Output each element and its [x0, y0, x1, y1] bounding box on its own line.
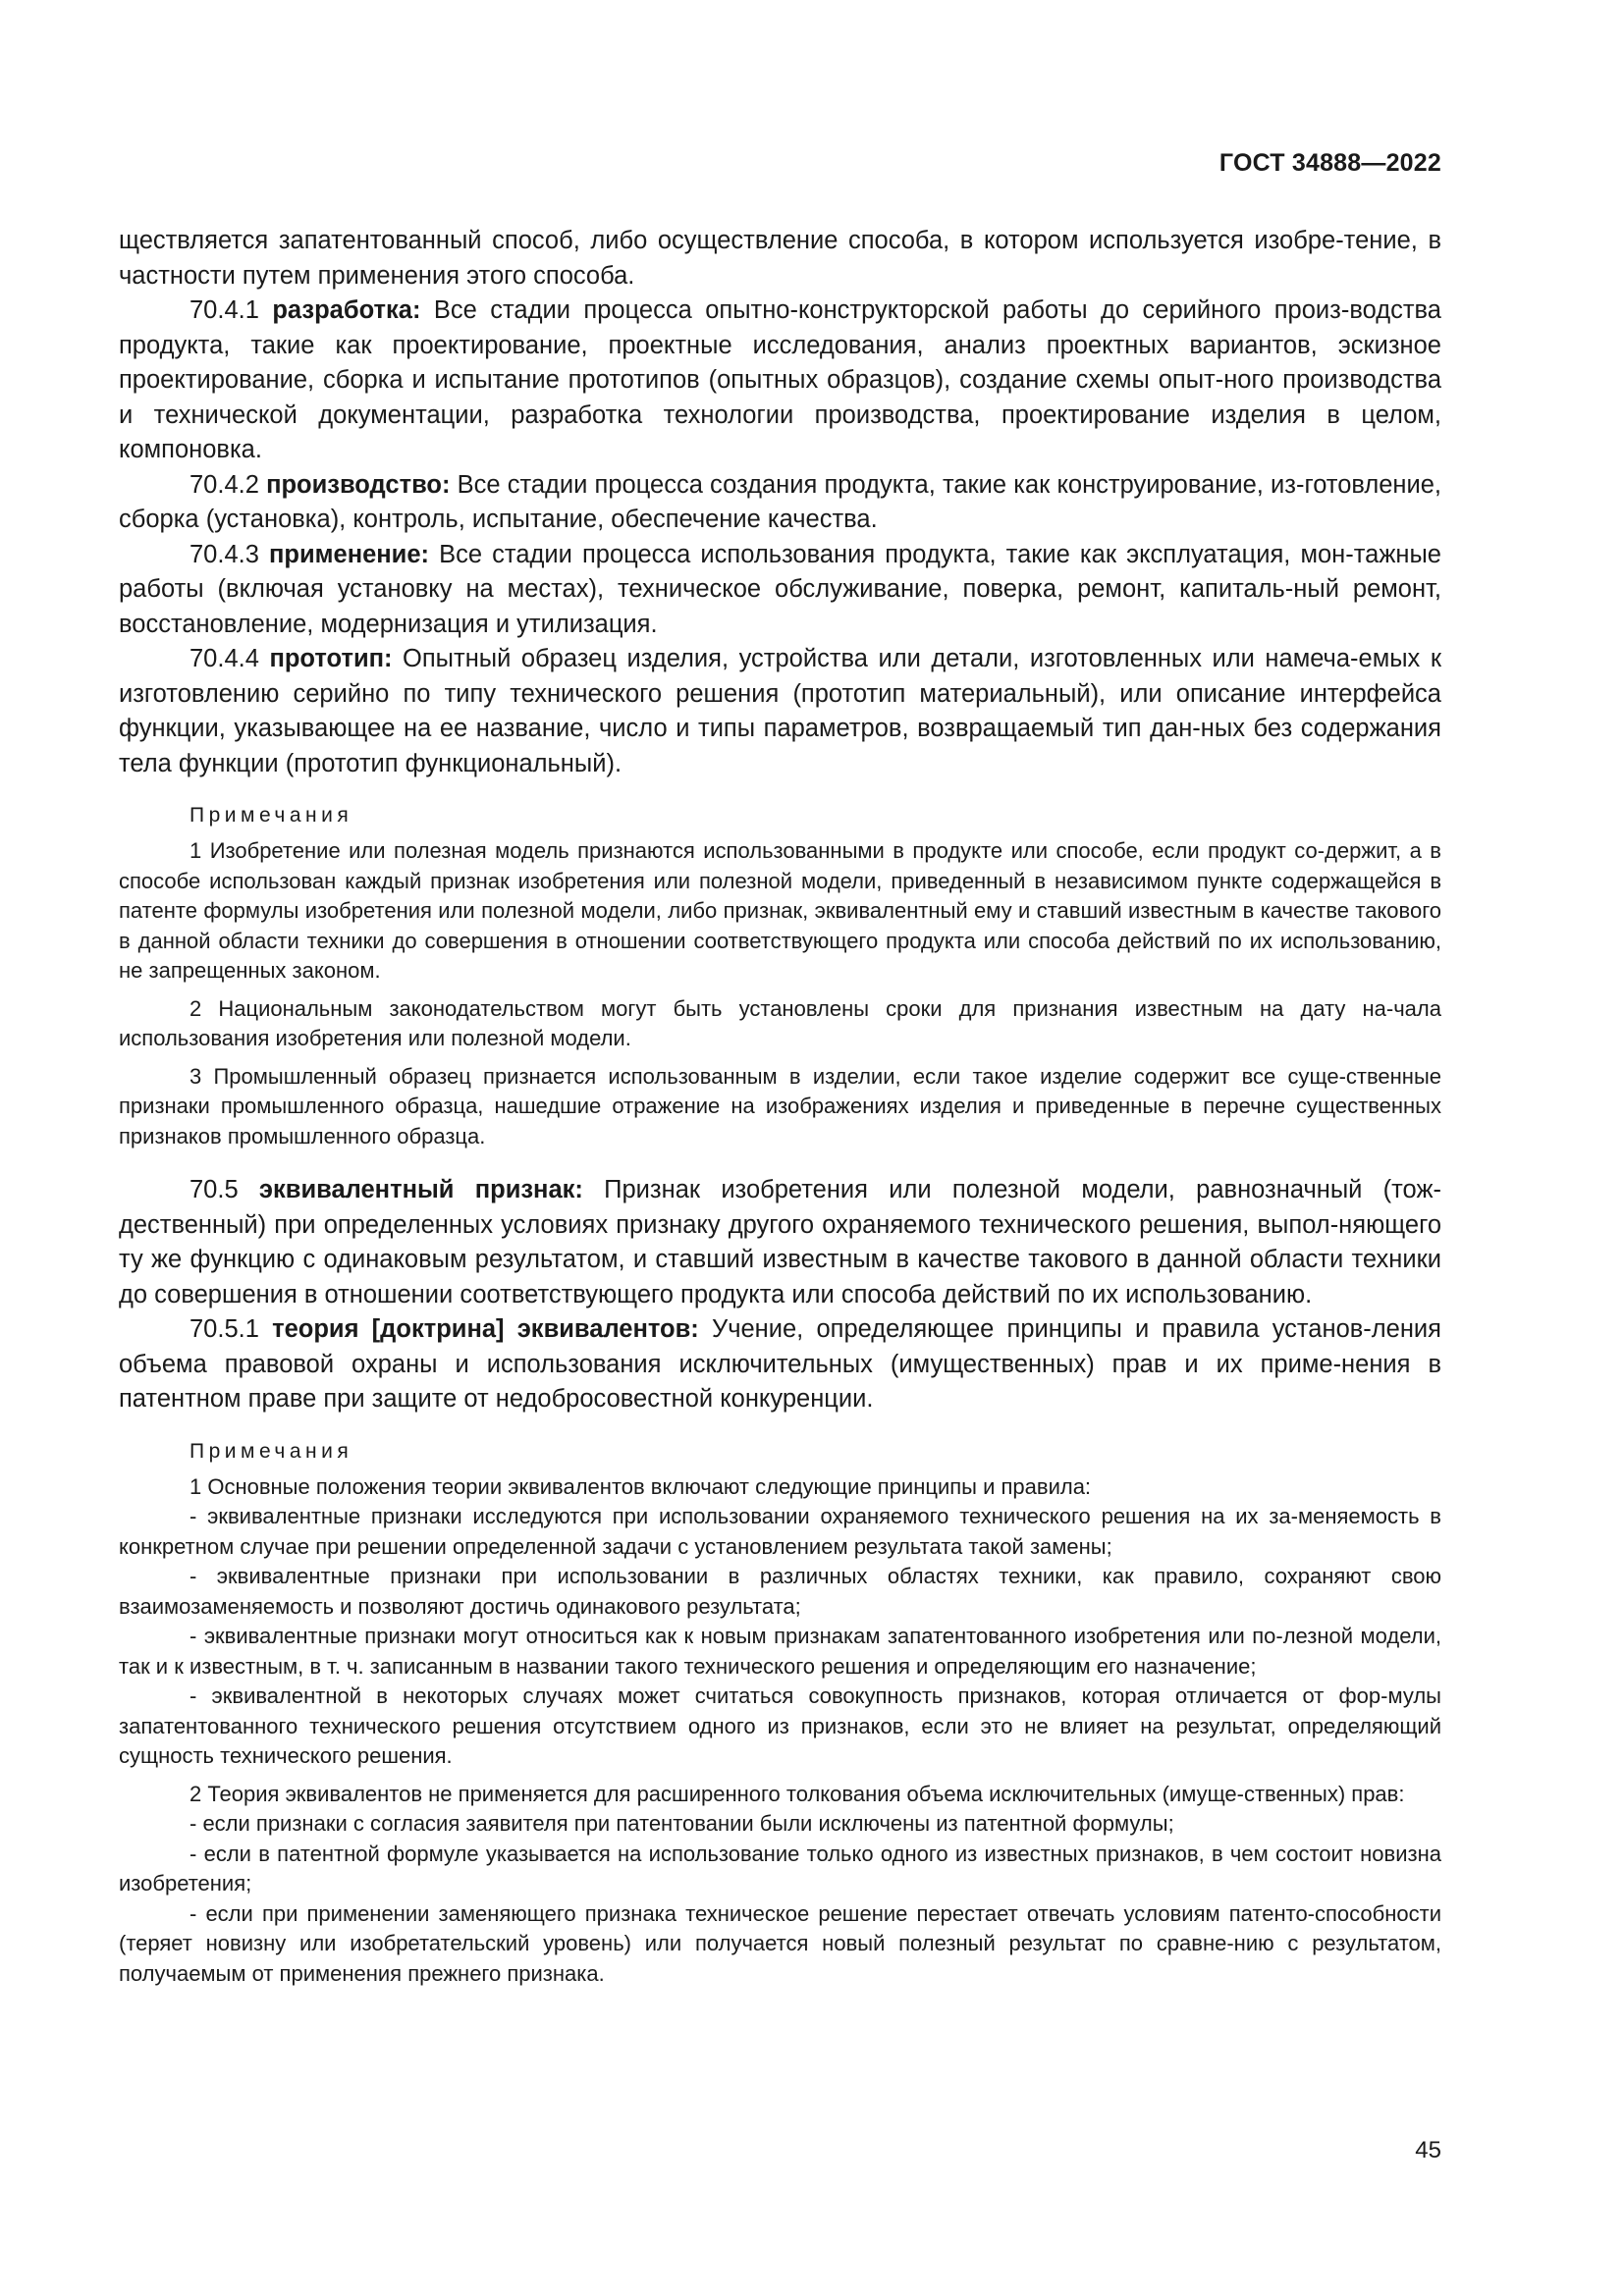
standard-number: ГОСТ 34888—2022: [1218, 149, 1441, 177]
note-item: 1 Изобретение или полезная модель признаются использованными в продукте или способе, если продукт со-держит, а в способе использован каждый признак изобретения или полезной модели, приведенный в независимом пункте содержащейся в патенте формулы изобретения или полезной модели, либо признак, эквивалентный ему и ставший известным в качестве такового в данной области техники до совершения в отношении соответствующего продукта или способа действий по их использованию, не запрещенных законом.: [119, 838, 1441, 983]
definition-70-4-3: [119, 538, 1441, 643]
note-list-item: - если в патентной формуле указывается на использование только одного из известных признаков, в чем состоит новизна изобретения;: [119, 1841, 1441, 1896]
definition-70-5-1: [119, 1312, 1441, 1417]
defined-term: применение:: [269, 540, 430, 568]
note-list-item: - если признаки с согласия заявителя при патентовании были исключены из патентной формулы;: [189, 1811, 1174, 1836]
defined-term: эквивалентный признак:: [258, 1176, 583, 1203]
note-list-item: - эквивалентные признаки исследуются при использовании охраняемого технического решения на их за-меняемость в конкретном случае при решении определенной задачи с установлением результата такой замены;: [119, 1504, 1441, 1559]
defined-term: теория [доктрина] эквивалентов:: [272, 1315, 699, 1343]
continued-paragraph: ществляется запатентованный способ, либо осуществление способа, в котором используется изобре-тение, в частности путем применения этого способа.: [119, 227, 1441, 290]
note-item: 2 Теория эквивалентов не применяется для расширенного толкования объема исключительных (имуще-ственных) прав:: [189, 1781, 1405, 1806]
clause-number: 70.4.2: [189, 470, 259, 499]
definition-text: Учение, определяющее принципы и правила установ-ления объема правовой охраны и использования исключительных (имущественных) прав и их приме-нения в патентном праве при защите от недобросовестной конкуренции.: [119, 1315, 1441, 1413]
clause-number: 70.4.1: [189, 296, 259, 324]
note-item: 2 Национальным законодательством могут быть установлены сроки для признания известным на дату на-чала использования изобретения или полезной модели.: [119, 995, 1441, 1050]
definition-70-4-1: [119, 294, 1441, 468]
page-number: 45: [1415, 2137, 1441, 2163]
definition-70-4-4: [119, 642, 1441, 781]
definition-text: Признак изобретения или полезной модели, равнозначный (тож-дественный) при определенных условиях признаку другого охраняемого технического решения, выпол-няющего ту же функцию с одинаковым результатом, и ставший известным в качестве такового в данной области техники до совершения в отношении соответствующего продукта или способа действий по их использованию.: [119, 1176, 1442, 1308]
document-body: [119, 224, 1441, 1989]
notes-heading: Примечания: [189, 804, 353, 827]
definition-70-4-2: [119, 468, 1441, 538]
clause-number: 70.5.1: [189, 1315, 259, 1343]
note-list-item: - если при применении заменяющего признака техническое решение перестает отвечать условиям патенто-способности (теряет новизну или изобретательский уровень) или получается новый полезный результат по сравне-нию с результатом, получаемым от применения прежнего признака.: [119, 1900, 1441, 1986]
definition-text: Опытный образец изделия, устройства или детали, изготовленных или намеча-емых к изготовлению серийно по типу технического решения (прототип материальный), или описание интерфейса функции, указывающее на ее название, число и типы параметров, возвращаемый тип дан-ных без содержания тела функции (прототип функциональный).: [119, 645, 1441, 777]
definition-70-5: [119, 1173, 1441, 1312]
definition-text: Все стадии процесса использования продукта, такие как эксплуатация, мон-тажные работы (включая установку на местах), техническое обслуживание, поверка, ремонт, капиталь-ный ремонт, восстановление, модернизация и утилизация.: [119, 540, 1441, 638]
defined-term: прототип:: [269, 645, 393, 672]
clause-number: 70.4.3: [189, 540, 259, 568]
definition-text: Все стадии процесса создания продукта, такие как конструирование, из-готовление, сборка (установка), контроль, испытание, обеспечение качества.: [119, 470, 1442, 533]
note-list-item: - эквивалентные признаки при использовании в различных областях техники, как правило, сохраняют свою взаимозаменяемость и позволяют достичь одинакового результата;: [119, 1564, 1441, 1619]
clause-number: 70.5: [189, 1176, 239, 1203]
note-item: 3 Промышленный образец признается использованным в изделии, если такое изделие содержит все суще-ственные признаки промышленного образца, нашедшие отражение на изображениях изделия и приведенные в перечне существенных признаков промышленного образца.: [119, 1063, 1441, 1148]
defined-term: разработка:: [272, 296, 421, 324]
clause-number: 70.4.4: [189, 645, 259, 672]
note-list-item: - эквивалентные признаки могут относиться как к новым признакам запатентованного изобретения или по-лезной модели, так и к известным, в т. ч. записанным в названии такого технического решения и определяющим его назначение;: [119, 1624, 1441, 1679]
note-list-item: - эквивалентной в некоторых случаях может считаться совокупность признаков, которая отличается от фор-мулы запатентованного технического решения отсутствием одного из признаков, если это не влияет на результат, определяющий сущность технического решения.: [119, 1683, 1441, 1768]
note-item: 1 Основные положения теории эквивалентов включают следующие принципы и правила:: [189, 1473, 1092, 1499]
defined-term: производство:: [266, 470, 451, 499]
definition-text: Все стадии процесса опытно-конструкторской работы до серийного произ-водства продукта, такие как проектирование, проектные исследования, анализ проектных вариантов, эскизное проектирование, сборка и испытание прототипов (опытных образцов), создание схемы опыт-ного производства и технической документации, разработка технологии производства, проектирование изделия в целом, компоновка.: [119, 296, 1441, 463]
notes-heading: Примечания: [189, 1439, 353, 1463]
